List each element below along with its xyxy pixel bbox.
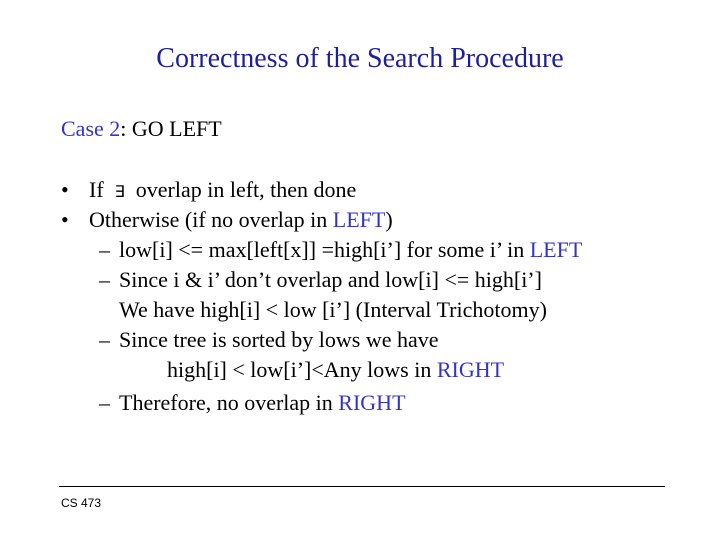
bullet-marker: • [61,177,69,202]
sub-bullet-continuation [167,356,504,384]
sub-bullet-text: Since tree is sorted by lows we have [119,327,439,352]
sub-bullet-marker: – [99,327,110,352]
bullet-item [61,206,69,234]
bullet-item [61,176,69,204]
highlight-word: LEFT [332,207,386,232]
highlight-word: RIGHT [338,390,406,415]
sub-bullet-text [119,389,406,417]
footer-course-code: CS 473 [61,496,102,510]
sub-bullet-marker: – [99,237,110,262]
bullet-text-part: overlap in left, then done [135,177,357,202]
bullet-text-part: If [89,177,104,202]
case-heading [61,115,222,143]
bullet-marker: • [61,207,69,232]
sub-bullet-marker: – [99,267,110,292]
highlight-word: LEFT [529,237,583,262]
sub-text-part: high[i] < low[i’]<Any lows in [167,357,437,382]
bullet-text-part: ) [385,207,393,232]
sub-text-part: Therefore, no overlap in [119,390,339,415]
bullet-text [89,176,356,206]
highlight-word: RIGHT [436,357,505,382]
bullet-text-part: Otherwise (if no overlap in [89,207,333,232]
footer-divider [59,486,665,487]
case-label: Case 2 [61,116,121,141]
sub-bullet-text: Since i & i’ don’t overlap and low[i] <= high[i’] [119,267,542,292]
sub-text-part: low[i] <= max[left[x]] =high[i’] for some i’ in [119,237,530,262]
exists-symbol: ∃ [114,182,125,201]
slide-title: Correctness of the Search Procedure [156,43,564,74]
sub-bullet-marker: – [99,390,110,415]
bullet-text [89,206,393,234]
case-text: : GO LEFT [120,116,222,141]
sub-bullet-continuation: We have high[i] < low [i’] (Interval Trichotomy) [119,297,547,322]
sub-bullet-text [119,236,582,264]
